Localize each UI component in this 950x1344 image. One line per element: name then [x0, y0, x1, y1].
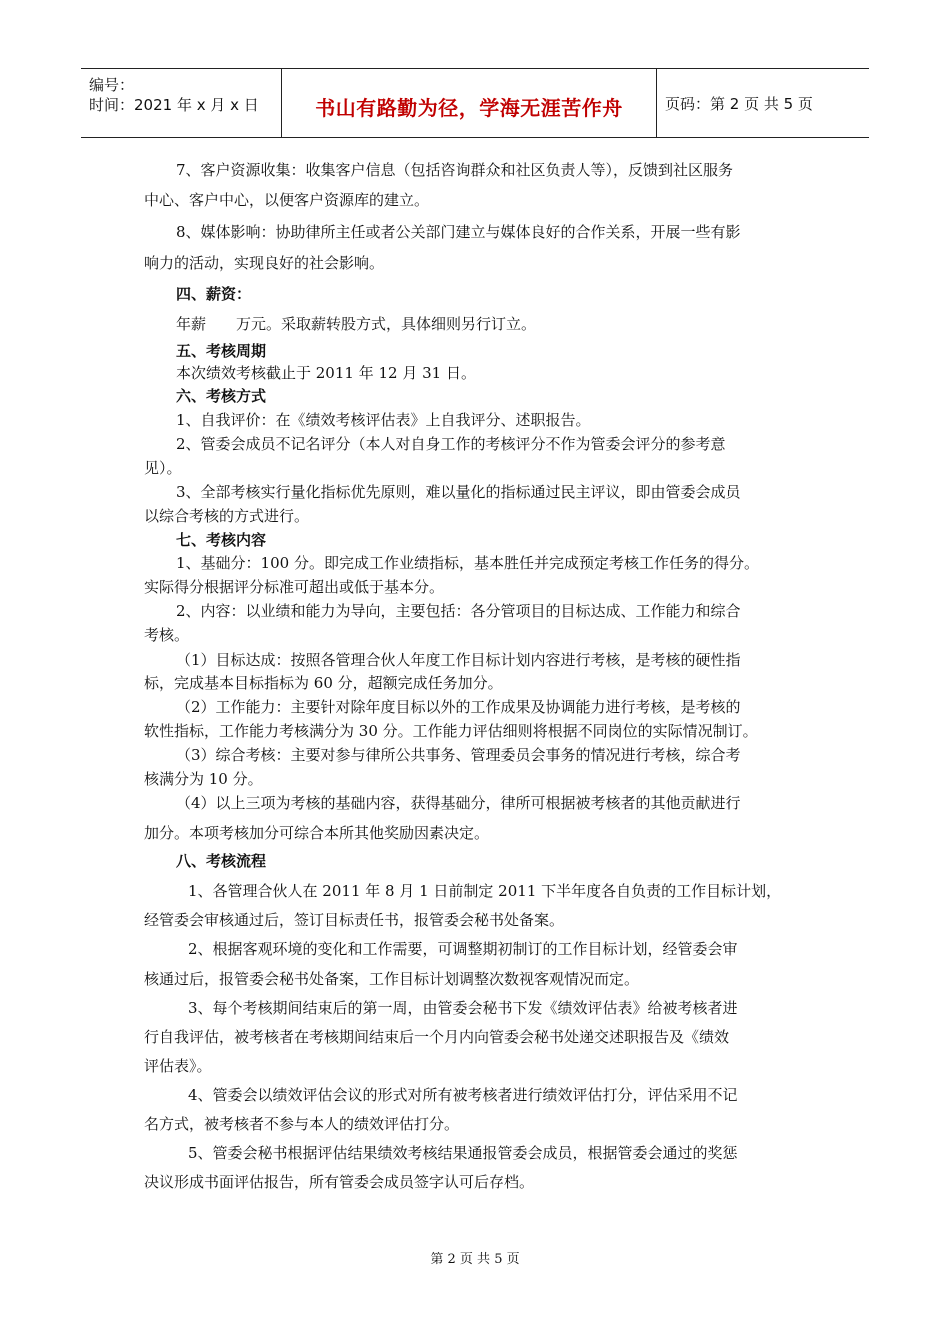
- body-line: 8、媒体影响：协助律所主任或者公关部门建立与媒体良好的合作关系，开展一些有影: [176, 223, 741, 241]
- body-line: 行自我评估，被考核者在考核期间结束后一个月内向管委会秘书处递交述职报告及《绩效: [144, 1028, 730, 1046]
- header-page-cell: [657, 69, 869, 137]
- body-line: （2）工作能力：主要针对除年度目标以外的工作成果及协调能力进行考核，是考核的: [176, 698, 741, 716]
- date-label: 时间：2021 年 x 月 x 日: [89, 96, 259, 114]
- body-line: 评估表》。: [144, 1057, 212, 1075]
- section-heading: 五、考核周期: [176, 342, 267, 360]
- section-heading: 七、考核内容: [176, 531, 267, 549]
- number-label: 编号：: [89, 76, 135, 94]
- body-line: （1）目标达成：按照各管理合伙人年度工作目标计划内容进行考核，是考核的硬性指: [176, 651, 741, 669]
- section-heading: 六、考核方式: [176, 387, 267, 405]
- body-line: 以综合考核的方式进行。: [144, 507, 310, 525]
- page-footer: 第 2 页 共 5 页: [430, 1252, 520, 1267]
- body-line: 实际得分根据评分标准可超出或低于基本分。: [144, 578, 445, 596]
- body-line: 4、管委会以绩效评估会议的形式对所有被考核者进行绩效评估打分，评估采用不记: [188, 1086, 738, 1104]
- section-heading: 四、薪资：: [176, 285, 252, 303]
- body-line: 标，完成基本目标指标为 60 分，超额完成任务加分。: [144, 674, 503, 692]
- body-line: 软性指标，工作能力考核满分为 30 分。工作能力评估细则将根据不同岗位的实际情况制订。: [144, 722, 758, 740]
- body-line: 3、每个考核期间结束后的第一周，由管委会秘书下发《绩效评估表》给被考核者进: [188, 999, 738, 1017]
- body-line: 年薪 万元。采取薪转股方式，具体细则另行订立。: [176, 315, 537, 333]
- body-line: 核满分为 10 分。: [144, 770, 263, 788]
- body-line: （3）综合考核：主要对参与律所公共事务、管理委员会事务的情况进行考核，综合考: [176, 746, 741, 764]
- header-motto-cell: [282, 69, 657, 137]
- body-line: 1、各管理合伙人在 2011 年 8 月 1 日前制定 2011 下半年度各自负责的工作目标计划，: [188, 882, 782, 900]
- body-line: 1、自我评价：在《绩效考核评估表》上自我评分、述职报告。: [176, 411, 591, 429]
- body-line: 核通过后，报管委会秘书处备案，工作目标计划调整次数视客观情况而定。: [144, 970, 640, 988]
- body-line: 经管委会审核通过后，签订目标责任书，报管委会秘书处备案。: [144, 911, 565, 929]
- body-line: 本次绩效考核截止于 2011 年 12 月 31 日。: [176, 364, 476, 382]
- body-line: 2、管委会成员不记名评分（本人对自身工作的考核评分不作为管委会评分的参考意: [176, 435, 726, 453]
- body-line: 加分。本项考核加分可综合本所其他奖励因素决定。: [144, 824, 490, 842]
- header-meta-cell: [81, 69, 282, 137]
- body-line: 决议形成书面评估报告，所有管委会成员签字认可后存档。: [144, 1173, 535, 1191]
- body-line: 中心、客户中心，以便客户资源库的建立。: [144, 191, 430, 209]
- page-header: [81, 68, 869, 138]
- body-line: 名方式，被考核者不参与本人的绩效评估打分。: [144, 1115, 460, 1133]
- body-line: 响力的活动，实现良好的社会影响。: [144, 254, 385, 272]
- body-line: （4）以上三项为考核的基础内容，获得基础分，律所可根据被考核者的其他贡献进行: [176, 794, 741, 812]
- body-line: 2、根据客观环境的变化和工作需要，可调整期初制订的工作目标计划，经管委会审: [188, 940, 738, 958]
- motto-text: 书山有路勤为径，学海无涯苦作舟: [315, 96, 623, 120]
- body-line: 见）。: [144, 459, 182, 477]
- body-line: 3、全部考核实行量化指标优先原则，难以量化的指标通过民主评议，即由管委会成员: [176, 483, 741, 501]
- body-line: 1、基础分：100 分。即完成工作业绩指标，基本胜任并完成预定考核工作任务的得分。: [176, 554, 759, 572]
- body-line: 考核。: [144, 626, 190, 644]
- page-info: 页码：第 2 页 共 5 页: [665, 95, 813, 113]
- section-heading: 八、考核流程: [176, 852, 267, 870]
- body-line: 5、管委会秘书根据评估结果绩效考核结果通报管委会成员，根据管委会通过的奖惩: [188, 1144, 738, 1162]
- body-line: 7、客户资源收集：收集客户信息（包括咨询群众和社区负责人等），反馈到社区服务: [176, 161, 734, 179]
- body-line: 2、内容：以业绩和能力为导向，主要包括：各分管项目的目标达成、工作能力和综合: [176, 602, 741, 620]
